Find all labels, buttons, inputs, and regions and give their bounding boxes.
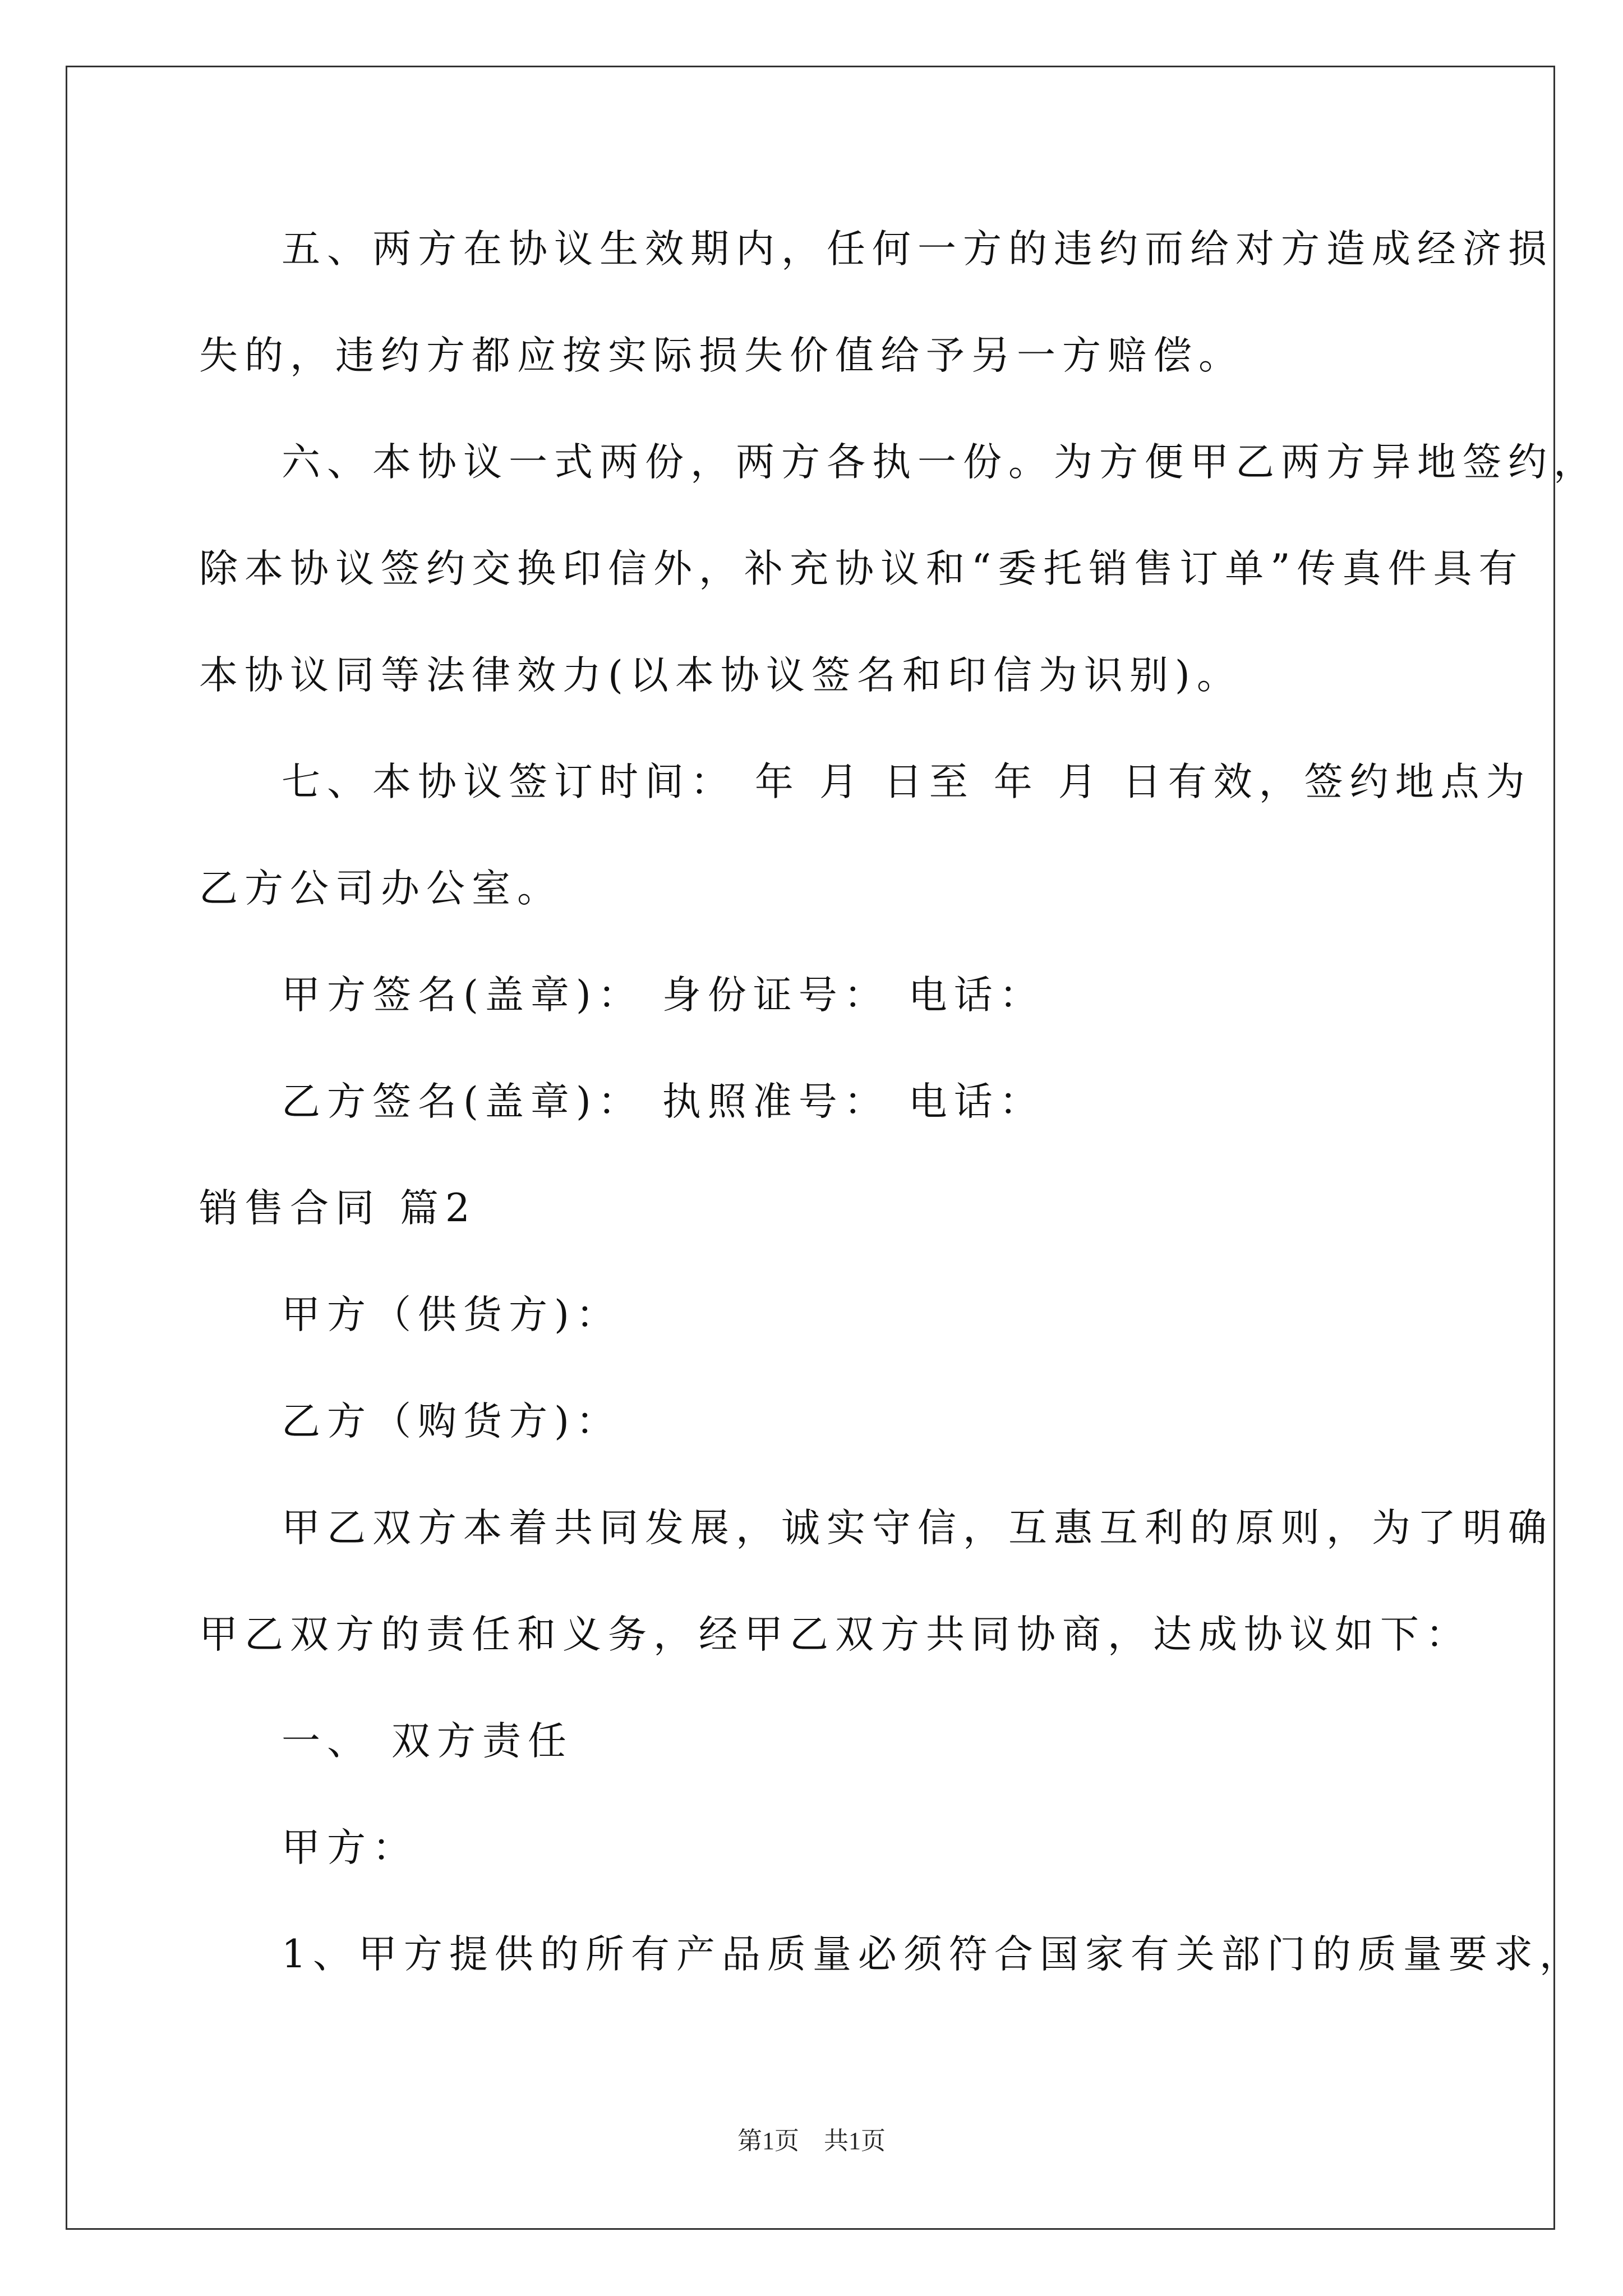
paragraph-line: 一、 双方责任: [282, 1719, 573, 1764]
paragraph-line: 甲乙双方的责任和义务，经甲乙双方共同协商，达成协议如下：: [199, 1612, 1471, 1657]
paragraph-line: 五、两方在协议生效期内，任何一方的违约而给对方造成经济损: [282, 227, 1553, 272]
paragraph-line: 1、甲方提供的所有产品质量必须符合国家有关部门的质量要求，: [282, 1932, 1585, 1977]
page-border: [66, 66, 1555, 2230]
paragraph-line: 七、本协议签订时间： 年 月 日至 年 月 日有效，签约地点为: [282, 760, 1532, 804]
paragraph-line: 失的，违约方都应按实际损失价值给予另一方赔偿。: [199, 333, 1244, 378]
section-heading: 销售合同 篇2: [199, 1186, 477, 1231]
paragraph-line: 本协议同等法律效力(以本协议签名和印信为识别)。: [199, 653, 1242, 698]
paragraph-line: 乙方公司办公室。: [199, 866, 562, 911]
paragraph-line: 甲乙双方本着共同发展，诚实守信，互惠互利的原则，为了明确: [282, 1506, 1553, 1550]
paragraph-line: 甲方：: [282, 1825, 418, 1870]
paragraph-line: 六、本协议一式两份，两方各执一份。为方便甲乙两方异地签约，: [282, 440, 1599, 485]
page-number-footer: 第1页 共1页: [737, 2127, 886, 2155]
paragraph-line: 除本协议签约交换印信外，补充协议和“委托销售订单”传真件具有: [199, 546, 1524, 591]
paragraph-line: 甲方（供货方)：: [282, 1292, 621, 1337]
signature-line-party-a: 甲方签名(盖章)： 身份证号： 电话：: [282, 973, 1045, 1018]
paragraph-line: 乙方（购货方)：: [282, 1399, 621, 1444]
signature-line-party-b: 乙方签名(盖章)： 执照准号： 电话：: [282, 1079, 1045, 1124]
